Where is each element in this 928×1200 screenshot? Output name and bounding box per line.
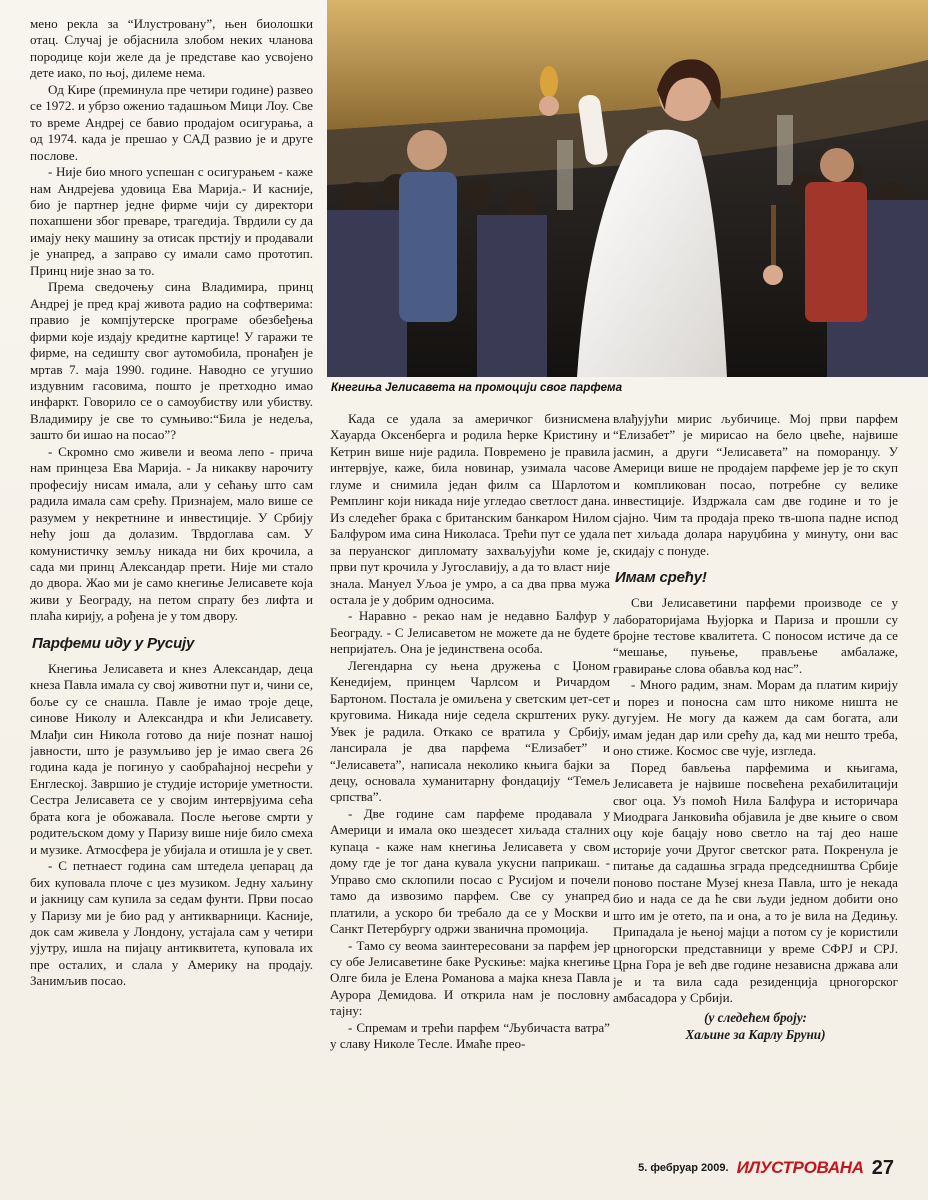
paragraph: Од Кире (преминула пре четири године) развео се 1972. и убрзо оженио тадашњом Мици Лоу. Све то време Андреј се бавио продајом осигурања, а од 1974. када је прешао у САД развио је и друге послове.: [30, 81, 313, 163]
paragraph: - Није био много успешан с осигурањем - каже нам Андрејева удовица Ева Марија.- И касније, био је партнер једне фирме чији су директори похапшени због преваре, трагедија. Тврдили су да имају неку машину за отисак прстију и продавали је унапред, а заправо су имали само прототип. Принц није знао за то.: [30, 164, 313, 278]
paragraph: Према сведочењу сина Владимира, принц Андреј је пред крај живота радио на софтверима: правио је компјутерске програме обезбеђења фирми које издају кредитне картице! У гаражи те фирме, на седишту свог аутомобила, пронађен је мртав 7. маја 1990. године. Наводно се угушио издувним гасовима, пошто је претходно имао инфаркт. Говорило се о самоубиству или убиству. Владимиру је све то сумњиво:“Била је недеља, зашто би ишао на посао”?: [30, 279, 313, 443]
paragraph: - Много радим, знам. Морам да платим кирију и порез и поносна сам што никоме ништа не дугујем. Не могу да кажем да сам богата, али имам један дар или срећу да, кад ми нешто треба, оно стиже. Космос све чује, изгледа.: [613, 677, 898, 759]
paragraph: - Две године сам парфеме продавала у Америци и имала око шездесет хиљада сталних купаца - каже нам кнегиња Јелисавета у свом дому где је тог дана кувала укусни паприкаш. - Управо смо склопили посао с Русијом и почели тамо да извозимо парфем. Све су унапред платили, а ускоро би требало да се у Москви и Санкт Петербургу одржи званична промоција.: [330, 805, 610, 937]
paragraph: Сви Јелисаветини парфеми производе се у лабораторијама Њујорка и Париза и прошли су бројне тестове квалитета. С поносом истиче да се “мешање, пуњење, прављење амбалаже, гравирање слова обавља код нас”.: [613, 595, 898, 676]
article-column-1: [30, 16, 313, 1116]
paragraph: - С петнаест година сам штедела џепарац да бих куповала плоче с џез музиком. Једну хаљину и јакницу сам купила за седам фунти. Први посао у Паризу ми је био рад у антикварници. Касније, док сам живела у Лондону, устајала сам у четири ујутру, ишла на пијацу антиквитета, куповала их пре осталих, и слала у Америку на продају. Занимљив посао.: [30, 858, 313, 989]
paragraph: Када се удала за америчког бизнисмена Хауарда Оксенберга и родила ћерке Кристину и Кетрин више није радила. Повремено је правила интервјуе, каже, била новинар, узимала часове глуме и снимила један филм са Шарлотом Ремплинг који никада није угледао светлост дана. Из следећег брака с британским банкаром Нилом Балфуром има сина Николаса. Трећи пут се удала за перуанског дипломату захваљујући коме је, први пут крочила у Југославију, а да то власт није знала. Мануел Уљоа је умро, а са два прва мужа остала је у добрим односима.: [330, 411, 610, 607]
article-column-3: [613, 411, 898, 1171]
paragraph: - Спремам и трећи парфем “Љубичаста ватра” у славу Николе Тесле. Имаће прео-: [330, 1019, 610, 1052]
next-issue-line: Хаљине за Карлу Бруни): [685, 1026, 826, 1042]
paragraph: Кнегиња Јелисавета и кнез Александар, деца кнеза Павла имала су свој животни пут и, чини се, боље су се снашла. Павле је имао троје деце, синове Николу и Александра и кћи Јелисавету. Млађи син Никола готово да није познат нашој јавности, што је разумљиво јер је имао свега 26 година када је погинуо у саобраћајној несрећи у Енглеској. Завршио је студије историје уметности. Сестра Јелисавета се у својим интервјуима сећа брата кога је обожавала. После његове смрти у родитељском дому у Паризу више није било смеха и музике. Атмосфера је убијала и отишла је у свет.: [30, 660, 313, 857]
subheading: Парфеми иду у Русију: [32, 634, 195, 652]
paragraph: - Скромно смо живели и веома лепо - прича нам принцеза Ева Марија. - Ја никакву нарочиту професију нисам имала, али у сећању што сам радила имала сам срећу. Признајем, мало више се разумем у некретнине и инвестиције. У Србију нећу још да долазим. Тврдоглава сам. У комунистичку земљу никада ни бих крочила, а сада ми принц Александар прети. Није ми стало до двора. Жао ми је само кнегиње Јелисавете која живи у Београду, на петом спрату без лифта и плаћа кирију, а рођена је у том двору.: [30, 443, 313, 624]
next-issue-note: [613, 1010, 898, 1043]
article-photo: [327, 0, 928, 377]
issue-date: 5. фебруар 2009.: [638, 1162, 729, 1174]
subheading: Имам срећу!: [615, 569, 707, 587]
paragraph: Легендарна су њена дружења с Џоном Кенедијем, принцем Чарлсом и Ричардом Бартоном. Постала је омиљена у светским џет-сет круговима. Никада није седела скрштених руку. Увек је радила. Откако се вратила у Србију, лансирала је два парфема “Елизабет” и “Јелисавета”, написала неколико књига бајки за децу, основала хуманитарну фондацију “Темељ српства”.: [330, 657, 610, 805]
photo-illustration: [327, 0, 928, 377]
page-footer: [638, 1150, 894, 1178]
paragraph: - Тамо су веома заинтересовани за парфем јер су обе Јелисаветине баке Рускиње: мајка кнегиње Олге била је Елена Романова а мајка кнеза Павла Аурора Демидова. И открила нам је пословну тајну:: [330, 937, 610, 1019]
paragraph: - Наравно - рекао нам је недавно Балфур у Београду. - С Јелисаветом не можете да не будете непријатељ. Она је јединствена особа.: [330, 608, 610, 657]
paragraph: Поред бављења парфемима и књигама, Јелисавета је највише посвећена рехабилитацији свог оца. Уз помоћ Нила Балфура и историчара Миодрага Јанковића објавила је две књиге о свом оцу које бацају ново светло на тај део наше историје уочи Другог светског рата. Покренула је питање да садашња зграда председништва Србије поново постане Музеј кнеза Павла, што је некада био и нада се да ће сви људи једном добити оно што им је отето, па и она, а то је вила на Дедињу. Припадала је њеној мајци а потом су је користили црногорски представници у време СФРЈ и СРЈ. Црна Гора је већ две године независна држава али је и та вила сада резиденција црногорског амбасадора у Србији.: [613, 759, 898, 1005]
paragraph: влађујући мирис љубичице. Мој први парфем “Елизабет” је мирисао на бело цвеће, највише јасмин, а други “Јелисавета” на поморанџу. У Америци више не продајем парфеме јер је то скуп и компликован посао, потребне су велике инвестиције. Издржала сам две године и то је сјајно. Чим та продаја преко тв-шопа падне испод пет хиљада долара наруџбина у минуту, они вас скидају с понуде.: [613, 411, 898, 558]
magazine-name: ИЛУСТРОВАНА: [736, 1158, 864, 1177]
next-issue-line: (у следећем броју:: [704, 1010, 807, 1026]
page-number: 27: [871, 1157, 894, 1179]
photo-caption: Кнегиња Јелисавета на промоцији свог парфема: [331, 381, 623, 394]
article-column-2: [330, 411, 610, 1171]
paragraph: мено рекла за “Илустровану”, њен биолошки отац. Случај је објаснила злобом неких чланова породице који желе да је представе као усвојено дете иако, по њој, дилеме нема.: [30, 16, 313, 81]
